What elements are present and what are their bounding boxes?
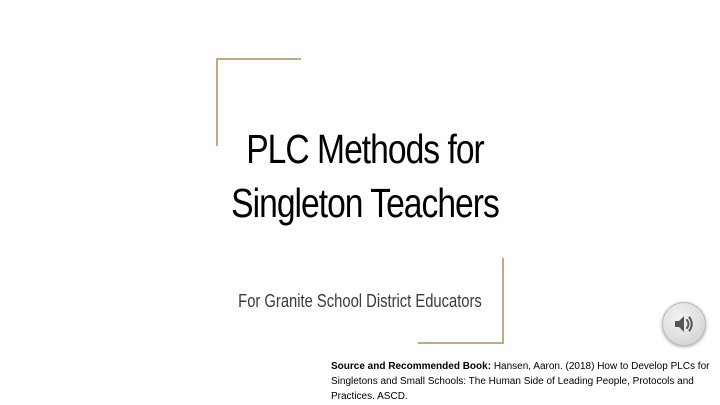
frame-corner-bottom-horizontal: [418, 342, 504, 344]
slide-title: [189, 122, 542, 230]
audio-play-button[interactable]: [662, 302, 706, 346]
source-label: Source and Recommended Book:: [331, 361, 492, 372]
speaker-icon: [673, 314, 695, 334]
slide-title-line-2: Singleton Teachers: [231, 180, 499, 226]
frame-corner-top-horizontal: [216, 58, 301, 60]
frame-corner-bottom-vertical: [502, 258, 504, 344]
slide-subtitle: For Granite School District Educators: [238, 291, 482, 311]
slide-title-line-1: PLC Methods for: [246, 126, 484, 172]
source-text: Hansen, Aaron. (2018) How to Develop PLCs for Singletons and Small Schools: The Human Side of Leading People, Protocols and Practices. ASCD.: [331, 361, 710, 402]
source-citation: [331, 359, 715, 404]
